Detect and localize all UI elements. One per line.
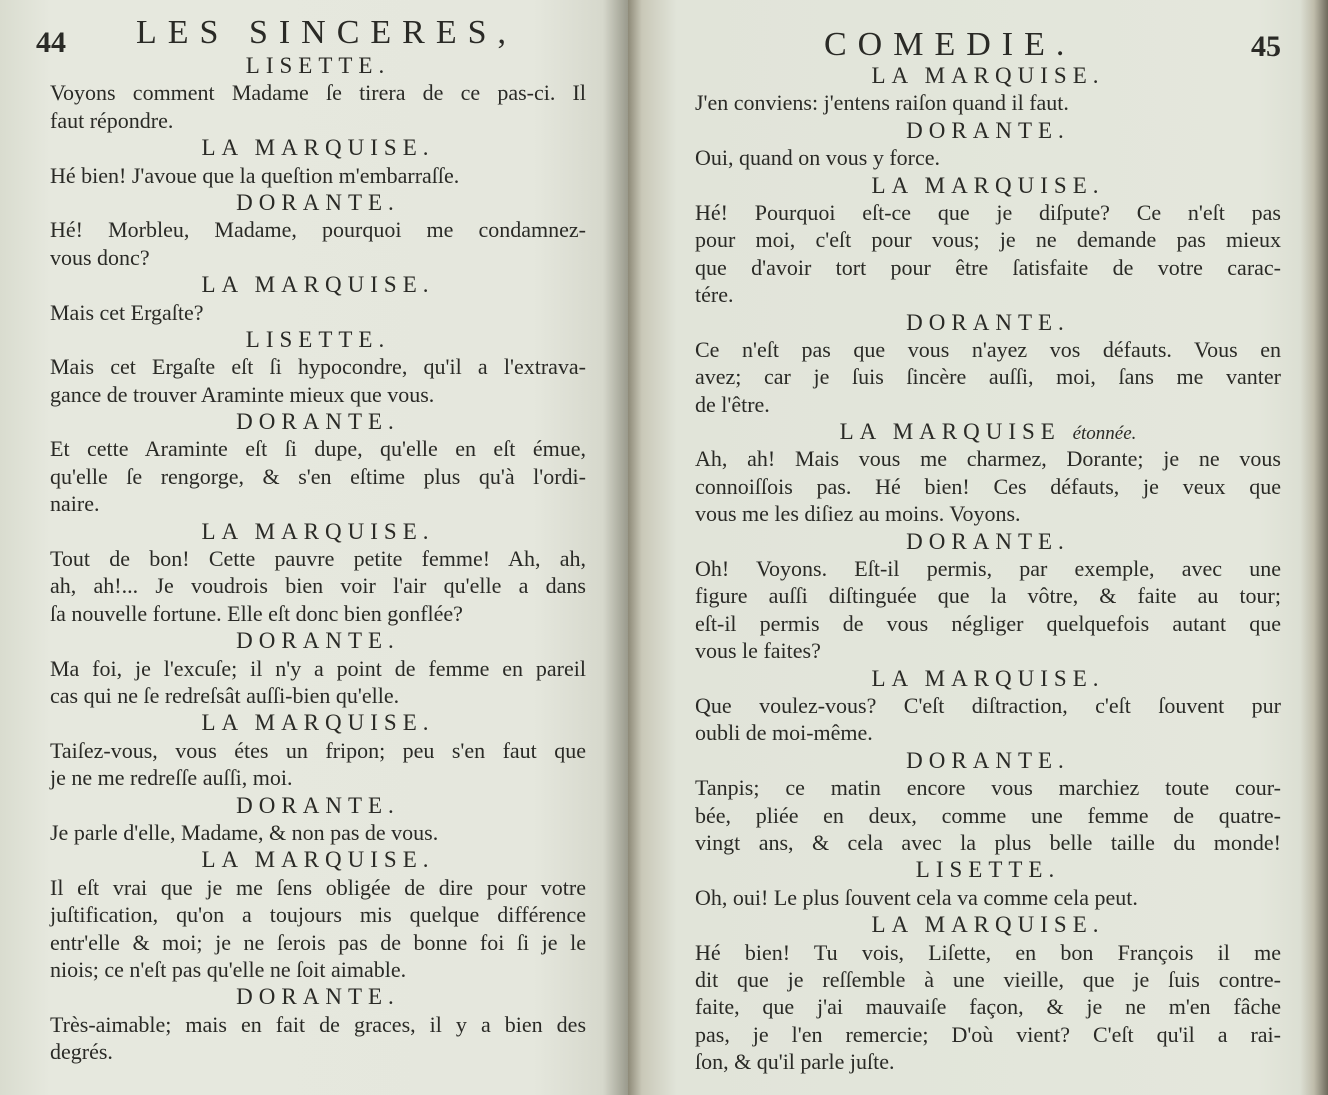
text-line: ſa nouvelle fortune. Elle eſt donc bien gonflée? — [50, 600, 463, 626]
text-line: Ma foi, je l'excuſe; il n'y a point de femme en pareil — [50, 655, 586, 681]
speaker-name: DORANTE. — [236, 792, 400, 818]
text-line: Oui, quand on vous y force. — [695, 145, 941, 171]
text-line: cas qui ne ſe redreſsât auſſi-bien qu'elle. — [50, 682, 400, 708]
speaker-name: LA MARQUISE. — [201, 710, 435, 736]
text-line: je ne me redreſſe auſſi, moi. — [50, 765, 293, 791]
text-line: que d'avoir tort pour être ſatisfaite de votre carac- — [695, 254, 1281, 280]
text-line: J'en conviens: j'entens raiſon quand il faut. — [695, 90, 1069, 116]
speaker-name: DORANTE. — [236, 409, 400, 435]
text-block — [50, 52, 586, 1065]
text-line: de l'être. — [695, 391, 770, 417]
speaker-name: DORANTE. — [236, 628, 400, 654]
text-line: faite, que j'ai mauvaiſe façon, & je ne m'en fâche — [695, 994, 1281, 1020]
page-number: 45 — [1251, 30, 1281, 63]
text-line: juſtification, qu'on a toujours mis quelque différence — [50, 902, 586, 928]
text-line: vous me les diſiez au moins. Voyons. — [695, 501, 1021, 527]
text-line: Que voulez-vous? C'eſt diſtraction, c'eſt ſouvent pur — [695, 692, 1281, 718]
text-line: Oh, oui! Le plus ſouvent cela va comme cela peut. — [695, 884, 1138, 910]
right-page — [628, 0, 1328, 1095]
text-line: Taiſez-vous, vous étes un fripon; peu s'en faut que — [50, 737, 586, 763]
text-line: pas, je l'en remercie; D'où vient? C'eſt qu'il a rai- — [695, 1021, 1281, 1047]
text-line: gance de trouver Araminte mieux que vous. — [50, 381, 435, 407]
text-line: Mais cet Ergaſte? — [50, 299, 204, 325]
speaker-name: LA MARQUISE. — [871, 63, 1105, 88]
text-line: Je parle d'elle, Madame, & non pas de vous. — [50, 819, 439, 845]
text-line: Hé! Pourquoi eſt-ce que je diſpute? Ce n'eſt pas — [695, 199, 1281, 225]
text-line: eſt-il permis de vous négliger quelquefois autant que — [695, 610, 1281, 636]
speaker-name — [695, 418, 1281, 445]
text-line: bée, pliée en deux, comme une femme de quatre- — [695, 802, 1281, 828]
speaker-name: LA MARQUISE. — [871, 912, 1105, 938]
speaker-name: LA MARQUISE. — [201, 272, 435, 298]
text-line: Hé bien! J'avoue que la queſtion m'embarraſſe. — [50, 162, 460, 188]
text-line: oubli de moi-même. — [695, 720, 873, 746]
text-block — [695, 62, 1281, 1075]
stage-direction: étonnée. — [1072, 423, 1137, 445]
speaker-name: LA MARQUISE. — [201, 135, 435, 161]
text-line: Ce n'eſt pas que vous n'ayez vos défauts. Vous en — [695, 336, 1281, 362]
page-number: 44 — [36, 26, 66, 59]
text-line: Ah, ah! Mais vous me charmez, Dorante; je ne vous — [695, 446, 1281, 472]
running-head: LES SINCERES, — [136, 14, 518, 51]
text-line: Oh! Voyons. Eſt-il permis, par exemple, avec une — [695, 556, 1281, 582]
text-line: vous donc? — [50, 244, 150, 270]
text-line: niois; ce n'eſt pas qu'elle ne ſoit aimable. — [50, 956, 407, 982]
left-page — [0, 0, 628, 1095]
text-line: Tanpis; ce matin encore vous marchiez toute cour- — [695, 775, 1281, 801]
speaker-name: DORANTE. — [236, 189, 400, 215]
text-line: ſon, & qu'il parle juſte. — [695, 1049, 895, 1075]
text-line: degrés. — [50, 1039, 113, 1065]
speaker-name: DORANTE. — [906, 117, 1070, 143]
text-line: vous le faites? — [695, 638, 821, 664]
text-line: Hé! Morbleu, Madame, pourquoi me condamnez- — [50, 217, 586, 243]
text-line: Très-aimable; mais en fait de graces, il y a bien des — [50, 1011, 586, 1037]
speaker-name: DORANTE. — [906, 309, 1070, 335]
text-line: tére. — [695, 282, 734, 308]
speaker-name: LISETTE. — [245, 326, 391, 352]
text-line: connoiſſois pas. Hé bien! Ces défauts, je veux que — [695, 473, 1281, 499]
speaker-name: LA MARQUISE. — [201, 847, 435, 873]
text-line: faut répondre. — [50, 107, 174, 133]
text-line: dit que je reſſemble à une vieille, que je ſuis contre- — [695, 966, 1281, 992]
text-line: vingt ans, & cela avec la plus belle taille du monde! — [695, 829, 1281, 855]
text-line: Tout de bon! Cette pauvre petite femme! Ah, ah, — [50, 546, 586, 572]
text-line: figure auſſi diſtinguée que la vôtre, & faite au tour; — [695, 583, 1281, 609]
speaker-name: LA MARQUISE. — [201, 518, 435, 544]
text-line: pour moi, c'eſt pour vous; je ne demande pas mieux — [695, 227, 1281, 253]
text-line: Voyons comment Madame ſe tirera de ce pas-ci. Il — [50, 80, 586, 106]
text-line: Mais cet Ergaſte eſt ſi hypocondre, qu'il a l'extrava- — [50, 354, 586, 380]
text-line: qu'elle ſe rengorge, & s'en eſtime plus qu'à l'ordi- — [50, 463, 586, 489]
speaker-name: LISETTE. — [245, 53, 391, 78]
text-line: naire. — [50, 491, 100, 517]
speaker-name: LA MARQUISE. — [871, 172, 1105, 198]
text-line: Et cette Araminte eſt ſi dupe, qu'elle en eſt émue, — [50, 436, 586, 462]
text-line: avez; car je ſuis ſincère auſſi, moi, ſans me vanter — [695, 364, 1281, 390]
speaker-name-text: LA MARQUISE — [839, 419, 1061, 445]
speaker-name: LA MARQUISE. — [871, 665, 1105, 691]
speaker-name: LISETTE. — [915, 857, 1061, 883]
text-line: ah, ah!... Je voudrois bien voir l'air qu'elle a dans — [50, 573, 586, 599]
speaker-name: DORANTE. — [236, 984, 400, 1010]
running-head: COMEDIE. — [824, 26, 1076, 63]
speaker-name: DORANTE. — [906, 528, 1070, 554]
speaker-name: DORANTE. — [906, 747, 1070, 773]
text-line: Il eſt vrai que je me ſens obligée de dire pour votre — [50, 874, 586, 900]
text-line: Hé bien! Tu vois, Liſette, en bon François il me — [695, 939, 1281, 965]
text-line: entr'elle & moi; je ne ſerois pas de bonne foi ſi je le — [50, 929, 586, 955]
